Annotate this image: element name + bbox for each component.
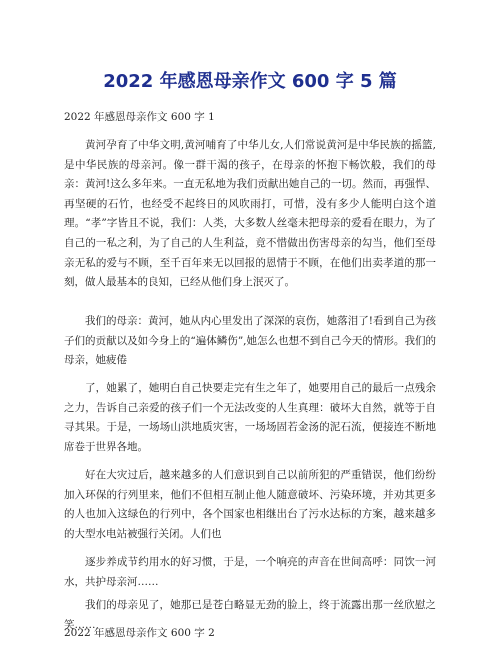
paragraph-4: 好在大灾过后，越来越多的人们意识到自己以前所犯的严重错误，他们纷纷加入环保的行列里来，他们不但相互制止他人随意破坏、污染环境，并劝其更多的人也加入这绿色的行列中，各个国家也相继出台了污水达标的方案，越来越多的大型水电站被强行关闭。人们也: [64, 469, 436, 540]
section-heading-1: 2022 年感恩母亲作文 600 字 1: [64, 111, 215, 123]
paragraph-2: 我们的母亲：黄河，她从内心里发出了深深的哀伤，她落泪了!看到自己为孩子们的贡献以及如今身上的“遍体鳞伤”,她怎么也想不到自己今天的情形。我们的母亲，她疲倦: [64, 315, 436, 367]
paragraph-6: 我们的母亲见了，她那已是苍白略显无劲的脸上，终于流露出那一丝欣慰之笑……: [64, 599, 436, 631]
section-heading-2: 2022 年感恩母亲作文 600 字 2: [64, 627, 215, 639]
paragraph-3: 了，她累了，她明白自己快要走完有生之年了，她要用自己的最后一点残余之力，告诉自己亲爱的孩子们一个无法改变的人生真理：破坏大自然，就等于自寻其果。于是，一场场山洪地质灾害，一场场固若金汤的泥石流，便接连不断地席卷于世界各地。: [64, 382, 436, 453]
document-title: 2022 年感恩母亲作文 600 字 5 篇: [103, 71, 397, 92]
paragraph-1: 黄河孕育了中华文明,黄河哺育了中华儿女,人们常说黄河是中华民族的摇篮,是中华民族的母亲河。像一群干渴的孩子，在母亲的怀抱下畅饮般，我们的母亲：黄河!这么多年来。一直无私地为我们贡献出她自己的一切。然而，再强悍、再坚硬的石竹，也经受不起终日的风吹雨打，可惜，没有多少人能明白这个道理。“孝”字皆且不说，我们：人类，大多数人丝毫未把母亲的爱看在眼力，为了自己的一私之利，为了自己的人生利益，竟不惜做出伤害母亲的勾当，他们至母亲无私的爱与不顾，至千百年来无以回报的恩情于不顾，在他们出卖孝道的那一刻，做人最基本的良知，已经从他们身上泯灭了。: [64, 139, 436, 289]
paragraph-5: 逐步养成节约用水的好习惯，于是，一个响亮的声音在世间高呼：同饮一河水，共护母亲河……: [64, 556, 436, 588]
